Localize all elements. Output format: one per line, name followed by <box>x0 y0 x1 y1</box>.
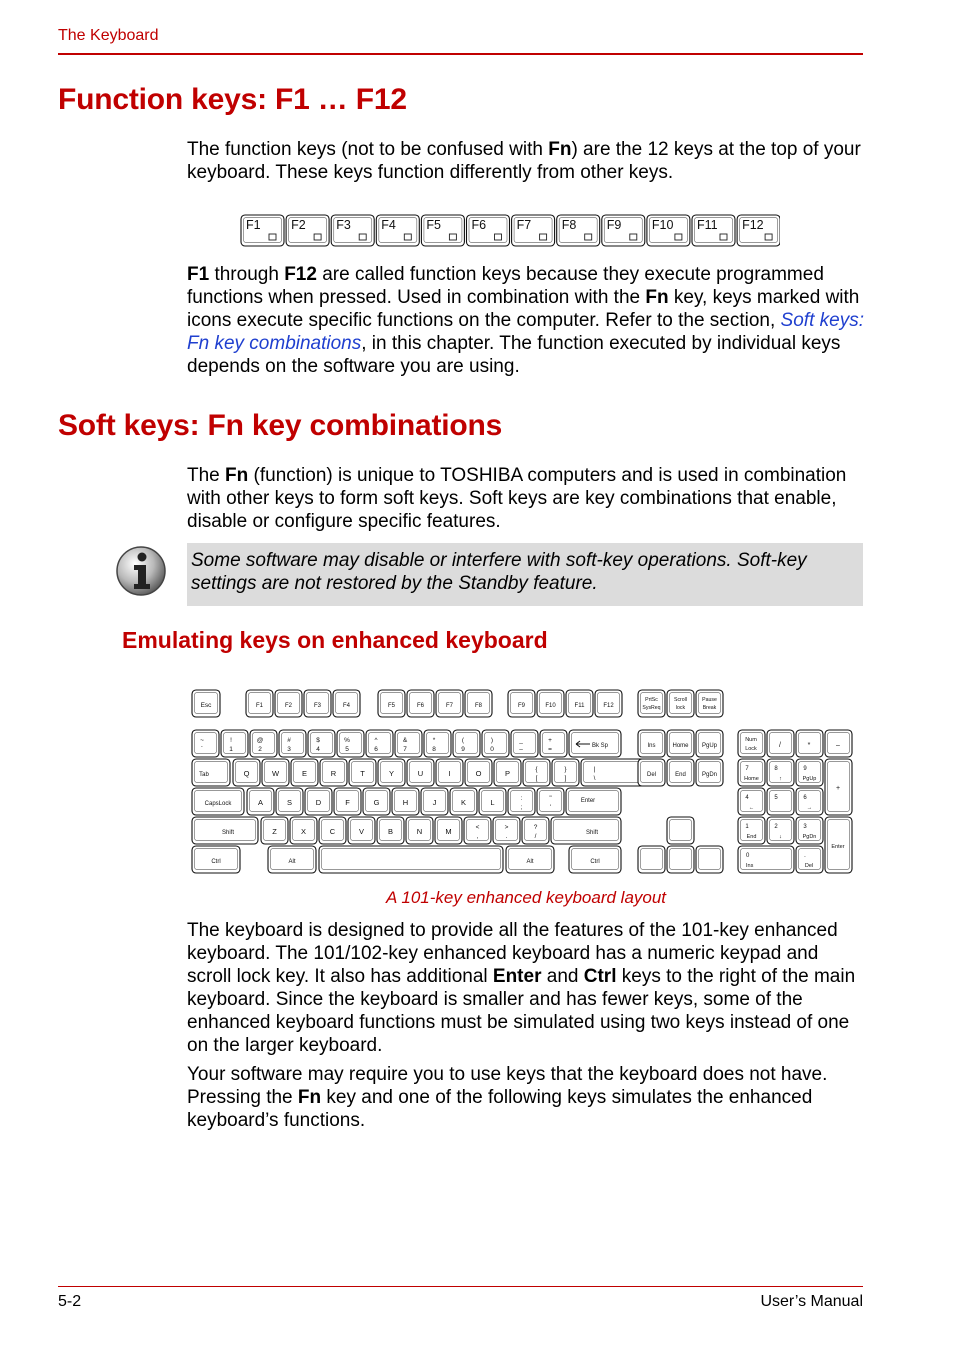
key-f4 <box>333 690 360 717</box>
svg-text:N: N <box>416 827 423 836</box>
svg-text:P: P <box>504 769 511 778</box>
key-a <box>247 788 274 815</box>
svg-text:0: 0 <box>490 746 494 753</box>
svg-text:;: ; <box>520 804 523 811</box>
key-tab <box>192 759 230 786</box>
key-nav <box>667 759 694 786</box>
svg-text:2: 2 <box>774 824 778 830</box>
key-f2 <box>275 690 302 717</box>
key-num-dot <box>796 846 823 873</box>
svg-text:Del: Del <box>804 863 814 869</box>
svg-text:F7: F7 <box>516 218 532 232</box>
subsection-title-emulating-keys: Emulating keys on enhanced keyboard <box>122 627 548 653</box>
key-arrow-right <box>696 846 723 873</box>
key-num-5 <box>767 788 794 815</box>
key-punct <box>522 817 549 844</box>
svg-text:lock: lock <box>675 705 686 711</box>
key-shift-right <box>551 817 621 844</box>
svg-text:R: R <box>330 769 337 778</box>
svg-text:Alt: Alt <box>288 859 296 865</box>
key-number-row <box>395 730 422 757</box>
key-q <box>233 759 260 786</box>
fkey-f8 <box>557 215 600 246</box>
svg-text:←: ← <box>748 805 755 811</box>
key-num-8 <box>767 759 794 786</box>
key-number-row <box>366 730 393 757</box>
svg-text:O: O <box>475 769 482 778</box>
svg-text:Q: Q <box>243 769 250 778</box>
keyboard-paragraph-1: The keyboard is designed to provide all the features of the 101-key enhanced keyboard. The 101/102-key enhanced keyboard has a numeric keypad and scroll lock key. It also has additional Enter and Ctrl keys to the right of the main keyboard. Since the keyboard is smaller and has fewer keys, some of the enhanced keyboard functions must be simulated using two keys instead of one on the larger keyboard. <box>187 920 856 1056</box>
svg-text:$: $ <box>316 737 320 744</box>
key-num-0 <box>738 846 794 873</box>
svg-text:%: % <box>344 737 350 744</box>
svg-text:J: J <box>432 798 437 807</box>
key-n <box>406 817 433 844</box>
key-s <box>276 788 303 815</box>
svg-text:–: – <box>519 746 523 753</box>
key-nav <box>696 730 723 757</box>
svg-text:.: . <box>505 833 508 840</box>
svg-text:F9: F9 <box>517 703 526 709</box>
key-number-row <box>424 730 451 757</box>
svg-text:PrtSc: PrtSc <box>645 697 658 703</box>
svg-text:<: < <box>475 824 480 831</box>
svg-text:H: H <box>402 798 409 807</box>
svg-text:–: – <box>836 742 840 749</box>
svg-text:F: F <box>345 798 350 807</box>
key-num-slash <box>767 730 794 757</box>
key-i <box>436 759 463 786</box>
svg-text:F8: F8 <box>474 703 483 709</box>
key-capslock <box>192 788 244 815</box>
svg-text:Del: Del <box>646 772 657 778</box>
key-f3 <box>304 690 331 717</box>
fkey-f5 <box>421 215 464 246</box>
key-numlock <box>738 730 765 757</box>
svg-text:5: 5 <box>345 746 349 753</box>
svg-text:Num: Num <box>745 737 757 743</box>
key-number-row <box>511 730 538 757</box>
svg-text:End: End <box>675 772 686 778</box>
key-f12 <box>595 690 622 717</box>
svg-text:Esc: Esc <box>200 702 212 709</box>
svg-text:[: [ <box>535 775 538 782</box>
key-enter <box>566 788 621 815</box>
svg-text:7: 7 <box>745 766 749 772</box>
svg-text:PgDn: PgDn <box>802 834 817 840</box>
svg-text:F4: F4 <box>381 218 396 232</box>
svg-text:+: + <box>548 737 552 744</box>
svg-text:@: @ <box>256 737 264 744</box>
svg-text:Y: Y <box>388 769 395 778</box>
svg-text:/: / <box>779 742 781 749</box>
key-num-7 <box>738 759 765 786</box>
svg-text:V: V <box>358 827 365 836</box>
svg-text:F12: F12 <box>603 703 614 709</box>
svg-text:Alt: Alt <box>526 859 534 865</box>
key-num-4 <box>738 788 765 815</box>
svg-text:K: K <box>460 798 467 807</box>
svg-text:PgDn: PgDn <box>701 772 718 778</box>
key-shift-left <box>192 817 258 844</box>
svg-text:!: ! <box>230 737 232 744</box>
svg-text:": " <box>549 795 552 802</box>
svg-text:Scroll: Scroll <box>674 697 687 703</box>
svg-text:PgUp: PgUp <box>802 776 817 782</box>
fkey-f6 <box>467 215 510 246</box>
svg-text:4: 4 <box>745 795 749 801</box>
key-f1 <box>246 690 273 717</box>
svg-text:~: ~ <box>200 737 204 744</box>
svg-text:Lock: Lock <box>745 746 757 752</box>
key-c <box>319 817 346 844</box>
svg-text:F11: F11 <box>574 703 585 709</box>
svg-text:{: { <box>535 766 538 773</box>
svg-text:3: 3 <box>803 824 807 830</box>
key-number-row <box>192 730 219 757</box>
svg-text:Break: Break <box>702 705 717 711</box>
svg-text:,: , <box>476 833 479 840</box>
svg-text:+: + <box>835 785 841 792</box>
figure-caption: A 101-key enhanced keyboard layout <box>385 888 667 907</box>
svg-text:': ' <box>549 804 552 811</box>
key-t <box>349 759 376 786</box>
svg-text:Home: Home <box>672 743 689 749</box>
key-num-9 <box>796 759 823 786</box>
svg-text:Ctrl: Ctrl <box>590 859 600 865</box>
key-num-1 <box>738 817 765 844</box>
key-sys-0 <box>638 690 665 717</box>
svg-text:5: 5 <box>774 795 778 801</box>
key-nav <box>638 759 665 786</box>
svg-text:S: S <box>286 798 293 807</box>
svg-text:.: . <box>804 853 806 859</box>
svg-text:SysReq: SysReq <box>642 705 661 711</box>
key-number-row <box>482 730 509 757</box>
key-punct <box>537 788 564 815</box>
key-arrow-down <box>667 846 694 873</box>
svg-text:↓: ↓ <box>779 834 782 840</box>
key-z <box>261 817 288 844</box>
key-num-enter <box>825 817 852 873</box>
svg-text:F4: F4 <box>342 703 351 709</box>
svg-text:8: 8 <box>774 766 778 772</box>
key-num-plus <box>825 759 852 815</box>
key-e <box>291 759 318 786</box>
key-f <box>334 788 361 815</box>
key-number-row <box>279 730 306 757</box>
svg-text:C: C <box>329 827 336 836</box>
key-punct <box>464 817 491 844</box>
key-punct <box>493 817 520 844</box>
svg-text:`: ` <box>200 746 204 753</box>
svg-text:F3: F3 <box>336 218 351 232</box>
fkey-f2 <box>286 215 329 246</box>
svg-text:U: U <box>417 769 424 778</box>
svg-text:|: | <box>593 766 596 773</box>
soft-keys-intro: The Fn (function) is unique to TOSHIBA computers and is used in combination with other keys to form soft keys. Soft keys are key combinations that enable, disable or configure specific features. <box>187 465 847 532</box>
key-num-star <box>796 730 823 757</box>
svg-text:PgUp: PgUp <box>701 743 718 749</box>
svg-text:6: 6 <box>803 795 807 801</box>
svg-text:Enter: Enter <box>831 844 845 850</box>
key-nav <box>638 730 665 757</box>
key-j <box>421 788 448 815</box>
key-num-2 <box>767 817 794 844</box>
key-number-row <box>337 730 364 757</box>
key-r <box>320 759 347 786</box>
fkey-f4 <box>376 215 419 246</box>
fkey-f10 <box>647 215 690 246</box>
svg-text:*: * <box>807 742 811 749</box>
svg-text:CapsLock: CapsLock <box>204 801 232 807</box>
key-l <box>479 788 506 815</box>
svg-text:Shift: Shift <box>585 830 599 836</box>
running-header: The Keyboard <box>58 27 159 44</box>
key-f8 <box>465 690 492 717</box>
key-sys-2 <box>696 690 723 717</box>
svg-text:*: * <box>432 737 436 744</box>
key-number-row <box>308 730 335 757</box>
key-o <box>465 759 492 786</box>
key-nav <box>667 730 694 757</box>
key-m <box>435 817 462 844</box>
fkey-f9 <box>602 215 645 246</box>
key-ctrl-left <box>192 846 240 873</box>
svg-text:F7: F7 <box>445 703 454 709</box>
svg-text:F2: F2 <box>284 703 293 709</box>
svg-text:Shift: Shift <box>221 830 235 836</box>
key-g <box>363 788 390 815</box>
key-num-3 <box>796 817 823 844</box>
svg-text:F12: F12 <box>742 218 764 232</box>
svg-text:8: 8 <box>432 746 436 753</box>
svg-text:F8: F8 <box>561 218 577 232</box>
svg-text:Ins: Ins <box>647 743 656 749</box>
svg-text:>: > <box>504 824 509 831</box>
svg-text:9: 9 <box>803 766 807 772</box>
keyboard-paragraph-2: Your software may require you to use keys that the keyboard does not have. Pressing the Fn key and one of the following keys simulates the enhanced keyboard’s functions. <box>187 1064 828 1131</box>
svg-text:F10: F10 <box>545 703 556 709</box>
key-w <box>262 759 289 786</box>
fkey-f7 <box>512 215 555 246</box>
key-alt-left <box>268 846 316 873</box>
svg-text:Enter: Enter <box>580 798 596 804</box>
svg-text:D: D <box>315 798 322 807</box>
key-u <box>407 759 434 786</box>
svg-text:F3: F3 <box>313 703 322 709</box>
svg-text:(: ( <box>461 737 465 744</box>
key-f6 <box>407 690 434 717</box>
svg-text:}: } <box>564 766 567 773</box>
svg-text:↑: ↑ <box>779 776 782 782</box>
svg-text:F1: F1 <box>255 703 264 709</box>
svg-text:Bk Sp: Bk Sp <box>591 743 609 749</box>
svg-text:Z: Z <box>272 827 277 836</box>
key-v <box>348 817 375 844</box>
key-d <box>305 788 332 815</box>
key-k <box>450 788 477 815</box>
svg-text:1: 1 <box>745 824 749 830</box>
svg-text:X: X <box>300 827 307 836</box>
key-bracket <box>552 759 579 786</box>
svg-text:Ctrl: Ctrl <box>211 859 221 865</box>
svg-text:]: ] <box>564 775 567 782</box>
key-b <box>377 817 404 844</box>
key-space <box>319 846 503 873</box>
svg-text:I: I <box>448 769 451 778</box>
svg-text:0: 0 <box>746 853 750 859</box>
svg-text:7: 7 <box>403 746 407 753</box>
svg-text:1: 1 <box>229 746 233 753</box>
function-keys-body: F1 through F12 are called function keys because they execute programmed functions when pressed. Used in combination with the Fn key, keys marked with icons execute specific functions on the computer. Refer to the section, Soft keys: Fn key combinations, in this chapter. The function executed by individual keys depends on the software you are using. <box>187 264 864 377</box>
svg-text:F5: F5 <box>387 703 396 709</box>
svg-text:F6: F6 <box>416 703 425 709</box>
enhanced-keyboard-illustration <box>190 688 858 878</box>
svg-text:Tab: Tab <box>199 772 209 778</box>
svg-text:?: ? <box>533 824 538 831</box>
key-x <box>290 817 317 844</box>
key-punct <box>508 788 535 815</box>
function-keys-intro: The function keys (not to be confused with Fn) are the 12 keys at the top of your keyboard. These keys function differently from other keys. <box>187 139 861 183</box>
svg-text:2: 2 <box>258 746 262 753</box>
fkey-f12 <box>737 215 780 246</box>
key-arrow-up <box>667 817 694 844</box>
svg-text:L: L <box>490 798 495 807</box>
key-number-row <box>250 730 277 757</box>
key-f5 <box>378 690 405 717</box>
svg-text:&: & <box>402 737 408 744</box>
svg-text:F1: F1 <box>246 218 261 232</box>
svg-text:F10: F10 <box>651 218 674 232</box>
footer-rule <box>58 1286 863 1287</box>
section-title-soft-keys: Soft keys: Fn key combinations <box>58 409 503 442</box>
svg-text:T: T <box>360 769 365 778</box>
function-key-strip-illustration <box>240 214 780 248</box>
key-alt-right <box>506 846 554 873</box>
svg-text:M: M <box>445 827 452 836</box>
header-rule <box>58 53 863 55</box>
page-number: 5-2 <box>58 1293 82 1310</box>
key-p <box>494 759 521 786</box>
key-nav <box>696 759 723 786</box>
key-num-minus <box>825 730 852 757</box>
svg-text:Ins: Ins <box>746 863 754 869</box>
key-f9 <box>508 690 535 717</box>
key-f10 <box>537 690 564 717</box>
key-arrow-left <box>638 846 665 873</box>
fkey-f3 <box>331 215 374 246</box>
svg-text:6: 6 <box>374 746 378 753</box>
svg-text::: : <box>520 795 523 802</box>
svg-text:End: End <box>746 834 757 840</box>
svg-text:G: G <box>373 798 380 807</box>
svg-text:W: W <box>271 769 280 778</box>
fkey-f11 <box>692 215 735 246</box>
svg-text:F11: F11 <box>697 218 718 232</box>
key-esc <box>192 690 220 717</box>
svg-text:F2: F2 <box>291 218 306 232</box>
key-number-row <box>540 730 567 757</box>
svg-text:=: = <box>548 746 552 753</box>
key-ctrl-right <box>569 846 621 873</box>
svg-text:Pause: Pause <box>702 697 717 703</box>
svg-text:E: E <box>301 769 308 778</box>
svg-text:^: ^ <box>374 737 378 744</box>
section-title-function-keys: Function keys: F1 … F12 <box>58 83 407 116</box>
svg-text:): ) <box>490 737 494 744</box>
svg-text:B: B <box>387 827 394 836</box>
svg-text:F6: F6 <box>471 218 487 232</box>
svg-text:→: → <box>806 805 813 811</box>
svg-text:/: / <box>534 833 537 840</box>
key-number-row <box>221 730 248 757</box>
key-f11 <box>566 690 593 717</box>
svg-text:\: \ <box>593 775 596 782</box>
key-num-6 <box>796 788 823 815</box>
key-bracket <box>523 759 550 786</box>
svg-text:A: A <box>257 798 264 807</box>
svg-text:_: _ <box>519 737 523 744</box>
info-icon <box>115 544 167 598</box>
svg-text:Home: Home <box>744 776 759 782</box>
key-sys-1 <box>667 690 694 717</box>
key-number-row <box>453 730 480 757</box>
note-text: Some software may disable or interfere with soft-key operations. Soft-key settings are not restored by the Standby feature. <box>191 550 807 594</box>
key-y <box>378 759 405 786</box>
svg-text:F5: F5 <box>426 218 441 232</box>
soft-keys-link[interactable]: Soft keys: Fn key combinations <box>187 310 864 354</box>
svg-text:4: 4 <box>316 746 320 753</box>
fkey-f1 <box>241 215 284 246</box>
key-f7 <box>436 690 463 717</box>
svg-text:#: # <box>287 737 291 744</box>
manual-title: User’s Manual <box>760 1293 863 1310</box>
key-h <box>392 788 419 815</box>
svg-text:9: 9 <box>461 746 465 753</box>
svg-text:3: 3 <box>287 746 291 753</box>
svg-text:F9: F9 <box>606 218 622 232</box>
